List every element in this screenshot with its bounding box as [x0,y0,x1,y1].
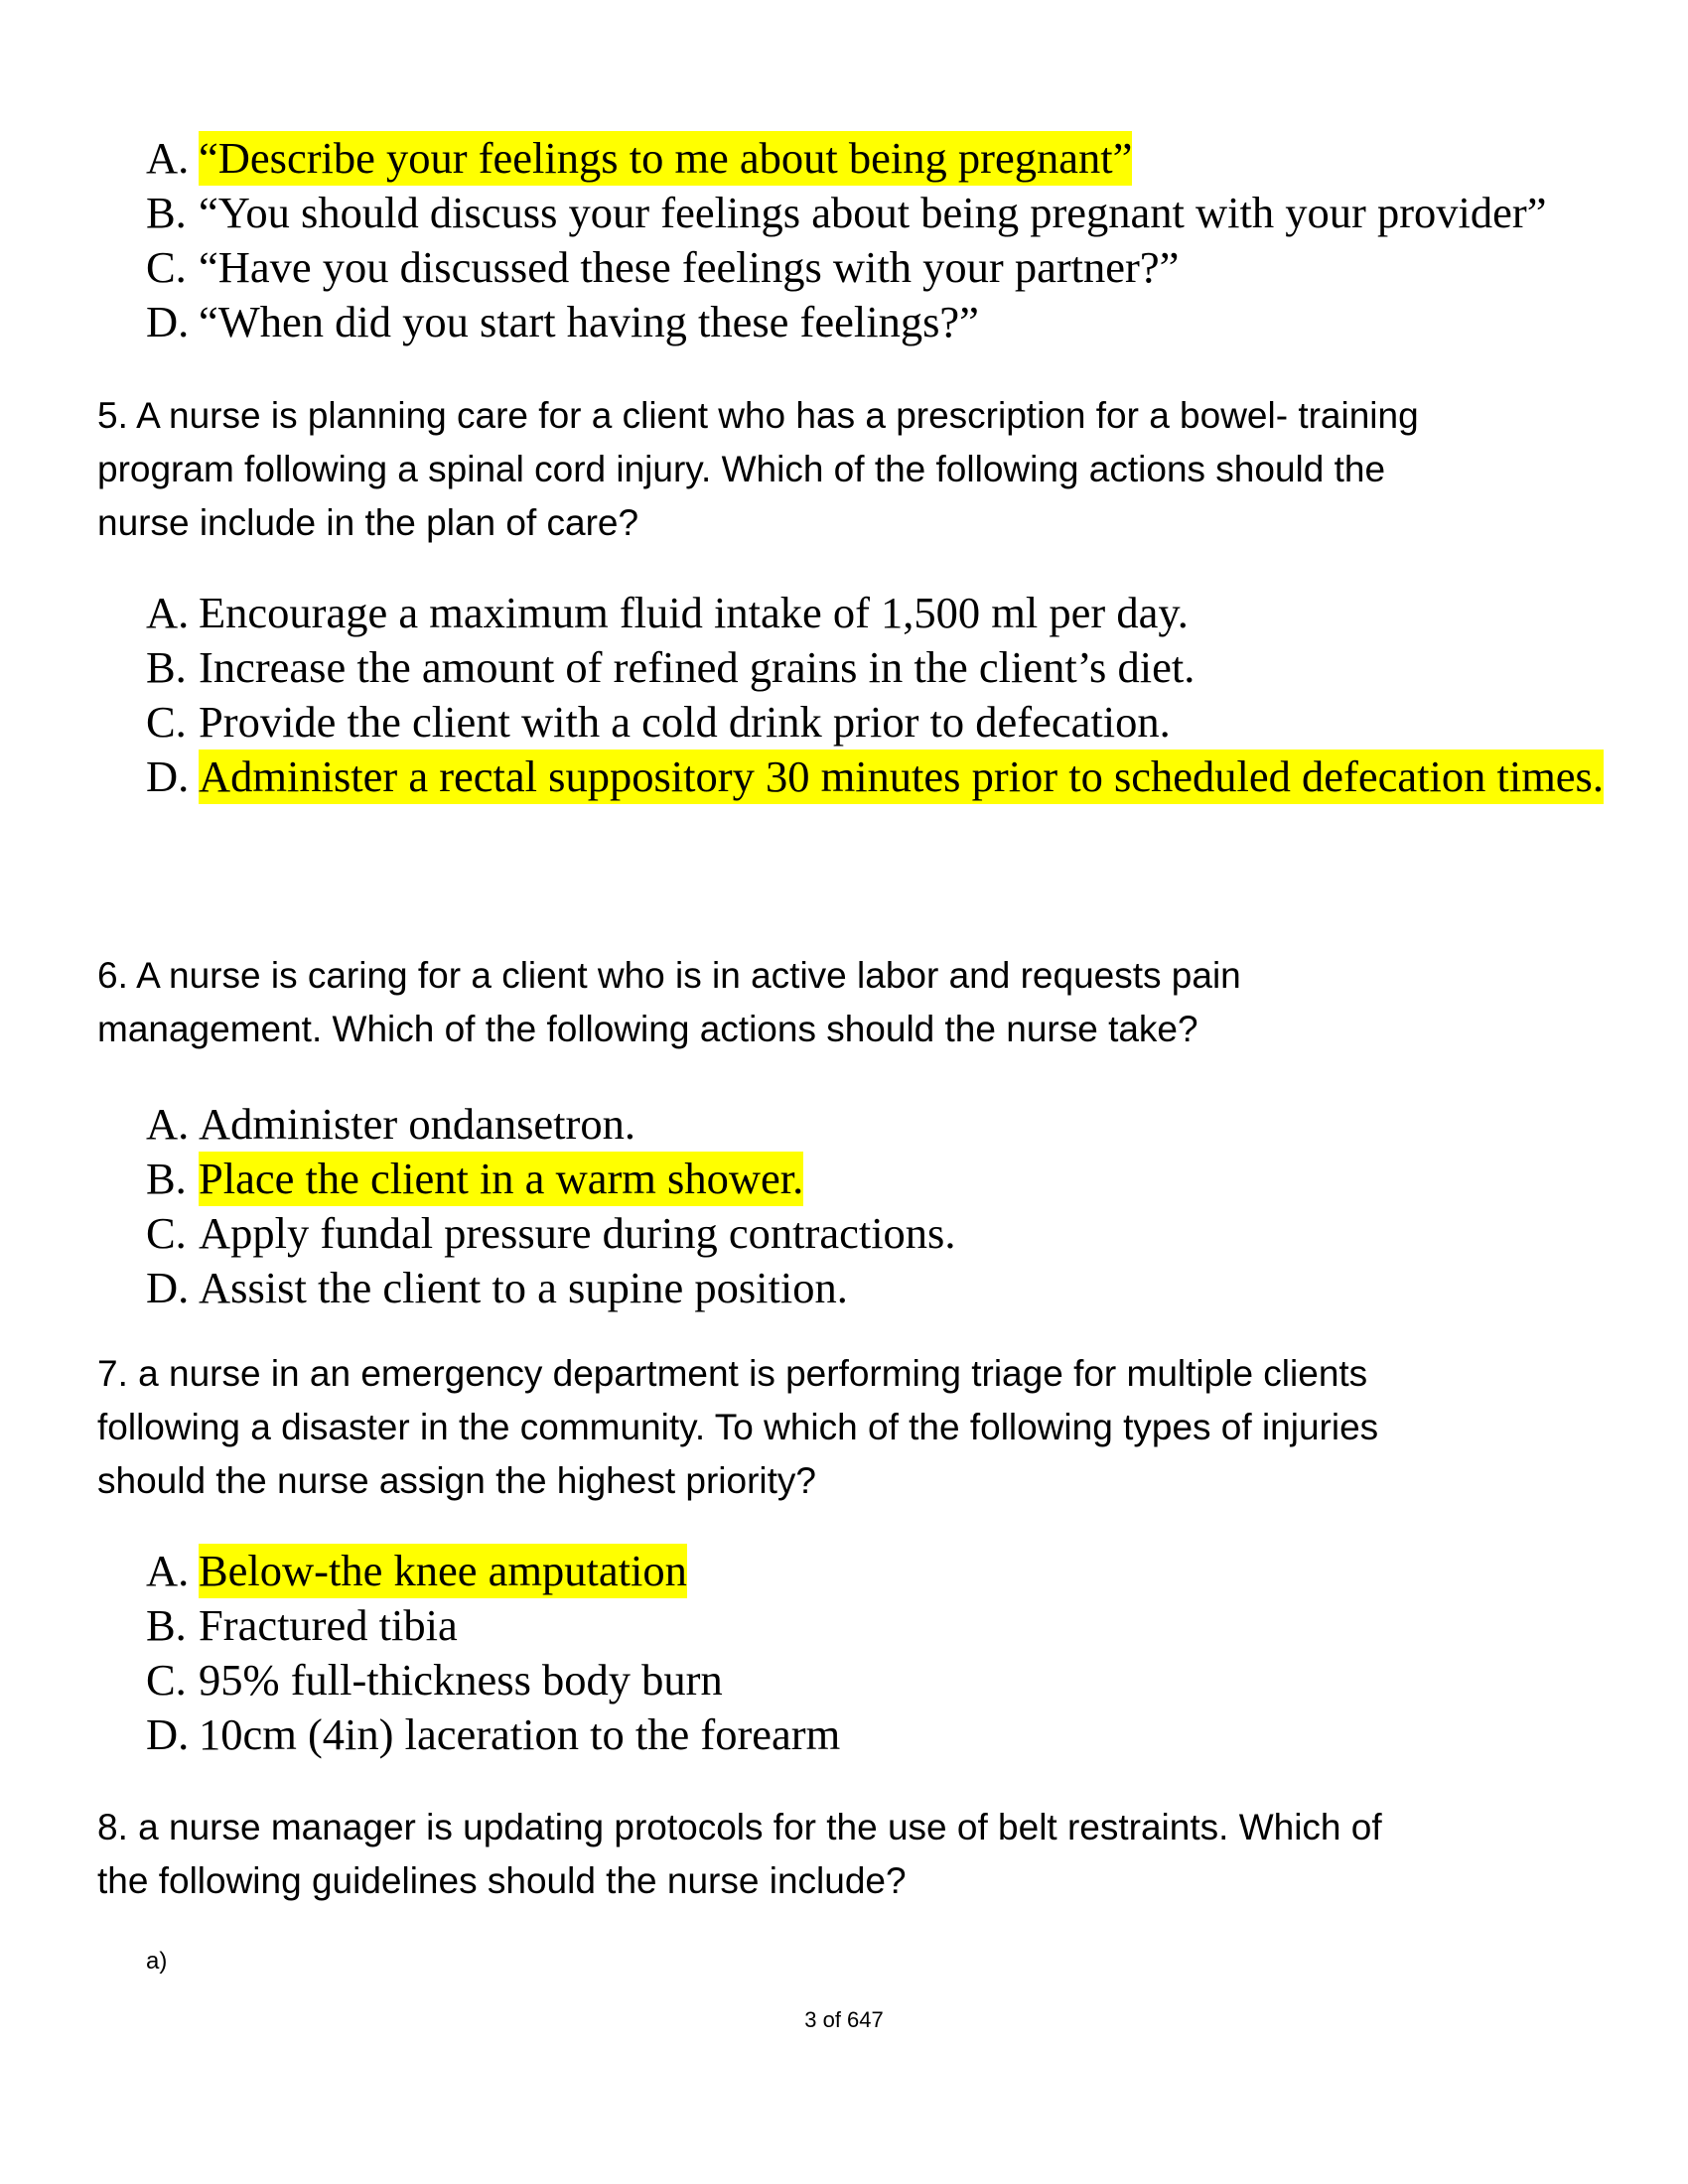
option-letter: D. [146,1709,190,1759]
option-text: “You should discuss your feelings about being pregnant with your provider” [199,188,1547,237]
option-text: Fractured tibia [199,1600,458,1650]
q5-stem [97,389,1607,550]
q7-option-b [146,1598,840,1653]
option-letter: A. [146,588,190,637]
q7-option-d [146,1707,840,1762]
option-text: 95% full-thickness body burn [199,1655,723,1705]
question-line: 5. A nurse is planning care for a client who has a prescription for a bowel- training [97,395,1419,436]
q5-options [146,586,1604,804]
question-line: the following guidelines should the nurse include? [97,1860,907,1901]
q4-option-b [146,186,1546,240]
option-text-highlighted: Place the client in a warm shower. [199,1152,803,1206]
q8-option-a-label: a) [146,1948,168,1975]
question-line: program following a spinal cord injury. Which of the following actions should the [97,449,1386,489]
question-line: should the nurse assign the highest priority? [97,1460,816,1501]
option-letter: D. [146,297,190,346]
option-letter: C. [146,242,187,292]
question-line: management. Which of the following actions should the nurse take? [97,1009,1198,1049]
option-letter: B. [146,188,187,237]
option-text: Encourage a maximum fluid intake of 1,500 ml per day. [199,588,1189,637]
option-letter: B. [146,1154,187,1203]
q4-option-a [146,131,1546,186]
option-letter: C. [146,697,187,747]
question-line: 8. a nurse manager is updating protocols for the use of belt restraints. Which of [97,1807,1382,1847]
option-letter: C. [146,1655,187,1705]
option-text-highlighted: “Describe your feelings to me about being pregnant” [199,131,1132,186]
question-line: 7. a nurse in an emergency department is performing triage for multiple clients [97,1353,1368,1394]
q4-option-d [146,295,1546,349]
option-text: Provide the client with a cold drink prior to defecation. [199,697,1171,747]
option-text: “When did you start having these feelings?” [199,297,979,346]
q4-options [146,131,1546,349]
option-text-highlighted: Below-the knee amputation [199,1544,687,1598]
option-text-highlighted: Administer a rectal suppository 30 minutes prior to scheduled defecation times. [199,750,1604,804]
option-text: Apply fundal pressure during contractions. [199,1208,956,1258]
question-line: following a disaster in the community. To which of the following types of injuries [97,1407,1379,1447]
q6-option-d [146,1261,956,1315]
option-text: Administer ondansetron. [199,1099,635,1149]
page-number: 3 of 647 [804,2007,884,2032]
option-letter: D. [146,751,190,801]
option-text: Increase the amount of refined grains in the client’s diet. [199,642,1196,692]
q7-options [146,1544,840,1762]
q6-option-a [146,1097,956,1152]
q6-stem [97,949,1607,1056]
option-text: “Have you discussed these feelings with your partner?” [199,242,1180,292]
q7-option-a [146,1544,840,1598]
option-letter: A. [146,133,190,183]
q5-option-a [146,586,1604,640]
q7-stem [97,1347,1607,1508]
option-text: Assist the client to a supine position. [199,1263,848,1312]
option-letter: A. [146,1099,190,1149]
option-letter: D. [146,1263,190,1312]
option-letter: A. [146,1546,190,1595]
option-letter: B. [146,642,187,692]
question-line: nurse include in the plan of care? [97,502,639,543]
q8-stem [97,1801,1607,1908]
q5-option-b [146,640,1604,695]
option-text: 10cm (4in) laceration to the forearm [199,1709,841,1759]
q4-option-c [146,240,1546,295]
q6-options [146,1097,956,1315]
q6-option-b [146,1152,956,1206]
q5-option-d [146,750,1604,804]
q5-option-c [146,695,1604,750]
q6-option-c [146,1206,956,1261]
option-letter: B. [146,1600,187,1650]
q7-option-c [146,1653,840,1707]
question-line: 6. A nurse is caring for a client who is in active labor and requests pain [97,955,1241,996]
option-letter: C. [146,1208,187,1258]
